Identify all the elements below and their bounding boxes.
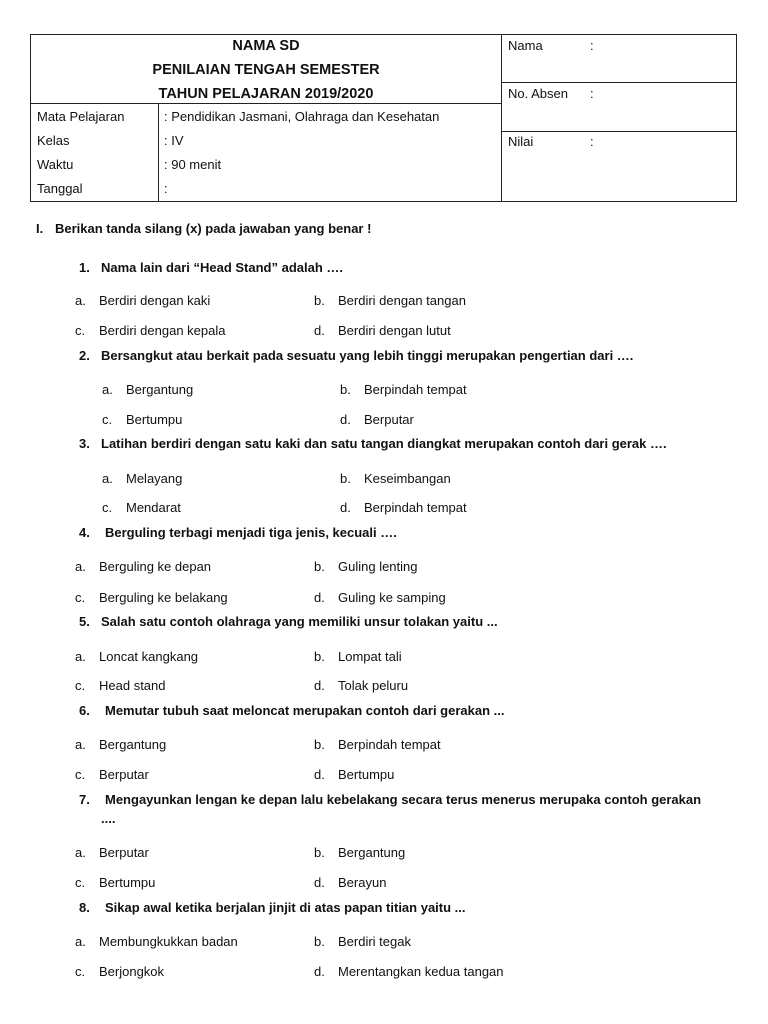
school-name: NAMA SD — [232, 38, 300, 54]
name-colon: : — [590, 38, 594, 53]
option-letter: b. — [340, 471, 351, 486]
question-text: Berguling terbagi menjadi tiga jenis, kecuali …. — [105, 525, 397, 540]
question-number: 4. — [79, 525, 90, 540]
question-text: Bersangkut atau berkait pada sesuatu yang lebih tinggi merupakan pengertian dari …. — [101, 348, 634, 363]
option-letter: d. — [314, 678, 325, 693]
option-text: Berpindah tempat — [338, 737, 441, 752]
score-label: Nilai — [508, 134, 534, 149]
option-text: Head stand — [99, 678, 166, 693]
option-text: Bertumpu — [99, 875, 156, 890]
option-text: Berguling ke belakang — [99, 590, 228, 605]
option-text: Keseimbangan — [364, 471, 451, 486]
option-text: Bergantung — [338, 845, 406, 860]
table-divider — [501, 131, 736, 132]
attendance-number-label: No. Absen — [508, 86, 568, 101]
option-text: Berguling ke depan — [99, 559, 212, 574]
school-year: TAHUN PELAJARAN 2019/2020 — [158, 86, 374, 102]
option-text: Bertumpu — [338, 767, 395, 782]
option-letter: c. — [75, 678, 86, 693]
option-text: Guling lenting — [338, 559, 418, 574]
date-value: : — [164, 181, 168, 196]
question-number: 1. — [79, 260, 90, 275]
option-text: Bergantung — [126, 382, 194, 397]
name-label: Nama — [508, 38, 543, 53]
table-divider — [501, 35, 502, 201]
table-divider — [158, 103, 159, 201]
option-letter: c. — [75, 767, 86, 782]
subject-label: Mata Pelajaran — [37, 109, 125, 124]
option-text: Berpindah tempat — [364, 500, 467, 515]
option-text: Berputar — [364, 412, 414, 427]
option-text: Berjongkok — [99, 964, 165, 979]
question-number: 3. — [79, 436, 90, 451]
table-divider — [31, 103, 501, 104]
option-text: Loncat kangkang — [99, 649, 199, 664]
class-value: : IV — [164, 133, 184, 148]
option-letter: a. — [102, 471, 113, 486]
option-letter: c. — [102, 500, 113, 515]
question-number: 5. — [79, 614, 90, 629]
option-text: Guling ke samping — [338, 590, 446, 605]
option-letter: d. — [340, 500, 351, 515]
option-letter: a. — [75, 559, 86, 574]
question-number: 7. — [79, 792, 90, 807]
option-text: Berpindah tempat — [364, 382, 467, 397]
option-letter: c. — [75, 323, 86, 338]
exam-title: PENILAIAN TENGAH SEMESTER — [152, 62, 380, 78]
option-text: Membungkukkan badan — [99, 934, 238, 949]
option-text: Berputar — [99, 767, 149, 782]
date-label: Tanggal — [37, 181, 83, 196]
option-letter: b. — [340, 382, 351, 397]
option-text: Merentangkan kedua tangan — [338, 964, 504, 979]
option-letter: b. — [314, 293, 325, 308]
option-text: Melayang — [126, 471, 183, 486]
exam-header-table — [30, 34, 737, 202]
time-value: : 90 menit — [164, 157, 222, 172]
class-label: Kelas — [37, 133, 70, 148]
option-text: Berayun — [338, 875, 387, 890]
option-letter: a. — [102, 382, 113, 397]
time-label: Waktu — [37, 157, 74, 172]
option-letter: d. — [314, 767, 325, 782]
option-letter: b. — [314, 934, 325, 949]
question-number: 8. — [79, 900, 90, 915]
option-letter: c. — [75, 590, 86, 605]
question-text: Mengayunkan lengan ke depan lalu kebelakang secara terus menerus merupaka contoh gerakan — [105, 792, 702, 807]
option-text: Berdiri dengan kepala — [99, 323, 226, 338]
option-text: Bergantung — [99, 737, 167, 752]
option-text: Mendarat — [126, 500, 181, 515]
option-letter: c. — [102, 412, 113, 427]
option-letter: a. — [75, 293, 86, 308]
section-number: I. — [36, 221, 44, 236]
question-text: Latihan berdiri dengan satu kaki dan satu tangan diangkat merupakan contoh dari gerak …. — [101, 436, 667, 451]
question-text: Salah satu contoh olahraga yang memiliki unsur tolakan yaitu ... — [101, 614, 498, 629]
option-letter: b. — [314, 649, 325, 664]
option-letter: a. — [75, 737, 86, 752]
subject-value: : Pendidikan Jasmani, Olahraga dan Kesehatan — [164, 109, 440, 124]
option-letter: a. — [75, 649, 86, 664]
option-letter: b. — [314, 845, 325, 860]
option-letter: c. — [75, 964, 86, 979]
option-text: Lompat tali — [338, 649, 402, 664]
option-text: Berdiri dengan kaki — [99, 293, 211, 308]
option-letter: d. — [314, 875, 325, 890]
score-colon: : — [590, 134, 594, 149]
option-letter: c. — [75, 875, 86, 890]
option-text: Berputar — [99, 845, 149, 860]
question-number: 6. — [79, 703, 90, 718]
option-text: Berdiri tegak — [338, 934, 411, 949]
section-instruction: Berikan tanda silang (x) pada jawaban yang benar ! — [55, 221, 372, 236]
option-letter: b. — [314, 737, 325, 752]
option-letter: a. — [75, 845, 86, 860]
option-letter: a. — [75, 934, 86, 949]
option-letter: d. — [314, 964, 325, 979]
attendance-number-colon: : — [590, 86, 594, 101]
option-text: Berdiri dengan tangan — [338, 293, 466, 308]
question-text-continuation: .... — [101, 811, 116, 826]
table-divider — [501, 82, 736, 83]
option-text: Tolak peluru — [338, 678, 409, 693]
option-letter: b. — [314, 559, 325, 574]
option-text: Berdiri dengan lutut — [338, 323, 451, 338]
option-letter: d. — [314, 323, 325, 338]
question-number: 2. — [79, 348, 90, 363]
question-text: Sikap awal ketika berjalan jinjit di atas papan titian yaitu ... — [105, 900, 466, 915]
option-letter: d. — [314, 590, 325, 605]
question-text: Nama lain dari “Head Stand” adalah …. — [101, 260, 344, 275]
option-letter: d. — [340, 412, 351, 427]
question-text: Memutar tubuh saat meloncat merupakan contoh dari gerakan ... — [105, 703, 505, 718]
option-text: Bertumpu — [126, 412, 183, 427]
